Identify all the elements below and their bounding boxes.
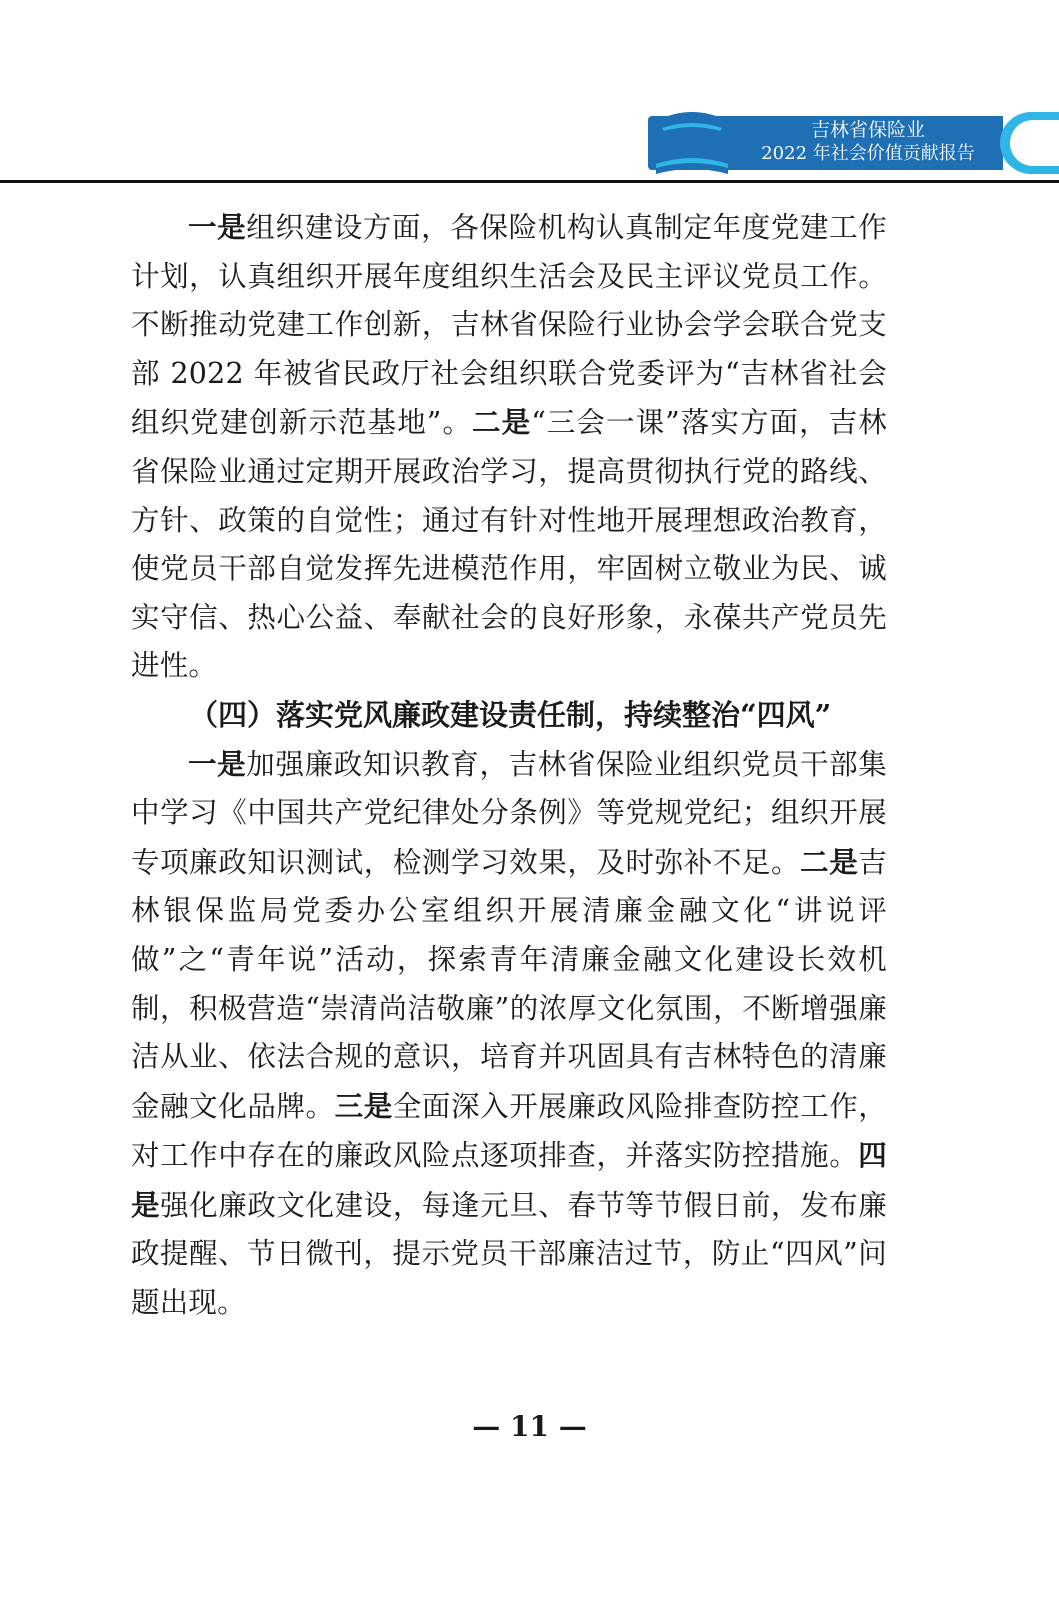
insurance-association-logo-icon bbox=[652, 98, 732, 178]
page-body bbox=[131, 203, 887, 1328]
emphasis-one: 一是 bbox=[188, 746, 247, 781]
emphasis-two: 二是 bbox=[472, 405, 532, 440]
paragraph-text: 组织建设方面，各保险机构认真制定年度党建工作计划，认真组织开展年度组织生活会及民主评议党员工作。不断推动党建工作创新，吉林省保险行业协会学会联合党支部 2022 年被省民政厅社会组织联合党委评为“吉林省社会组织党建创新示范基地”。 bbox=[131, 211, 888, 440]
section-heading: （四）落实党风廉政建设责任制，持续整治“四风” bbox=[189, 697, 832, 732]
emphasis-one: 一是 bbox=[188, 210, 247, 244]
paragraph-text: 吉林银保监局党委办公室组织开展清廉金融文化“讲说评做”之“青年说”活动，探索青年清廉金融文化建设长效机制，积极营造“崇清尚洁敬廉”的浓厚文化氛围，不断增强廉洁从业、依法合规的意识，培育并巩固具有吉林特色的清廉金融文化品牌。 bbox=[131, 845, 887, 1123]
paragraph-text: “三会一课”落实方面，吉林省保险业通过定期开展政治学习，提高贯彻执行党的路线、方针、政策的自觉性；通过有针对性地开展理想政治教育，使党员干部自觉发挥先进模范作用，牢固树立敬业为民、诚实守信、热心公益、奉献社会的良好形象，永葆共产党员先进性。 bbox=[131, 406, 887, 683]
paragraph-text: 加强廉政知识教育，吉林省保险业组织党员干部集中学习《中国共产党纪律处分条例》等党规党纪；组织开展专项廉政知识测试，检测学习效果，及时弥补不足。 bbox=[131, 747, 888, 879]
page-header bbox=[0, 0, 1059, 185]
paragraph-text: 强化廉政文化建设，每逢元旦、春节等节假日前，发布廉政提醒、节日微刊，提示党员干部廉洁过节，防止“四风”问题出现。 bbox=[131, 1188, 887, 1320]
paragraph-text: 全面深入开展廉政风险排查防控工作，对工作中存在的廉政风险点逐项排查，并落实防控措施。 bbox=[131, 1089, 887, 1173]
emphasis-two: 二是 bbox=[800, 844, 859, 879]
header-title-line1: 吉林省保险业 bbox=[810, 119, 925, 141]
page-number: — 11 — bbox=[472, 1410, 587, 1443]
header-divider bbox=[0, 180, 1059, 183]
emphasis-three: 三是 bbox=[334, 1088, 393, 1123]
header-title-line2: 2022 年社会价值贡献报告 bbox=[761, 143, 975, 164]
emphasis-four: 四是 bbox=[131, 1138, 887, 1222]
header-banner-cap-inner bbox=[1010, 120, 1059, 166]
header-title bbox=[738, 118, 998, 166]
paragraph-party-building bbox=[131, 203, 887, 691]
paragraph-integrity bbox=[131, 740, 887, 1328]
